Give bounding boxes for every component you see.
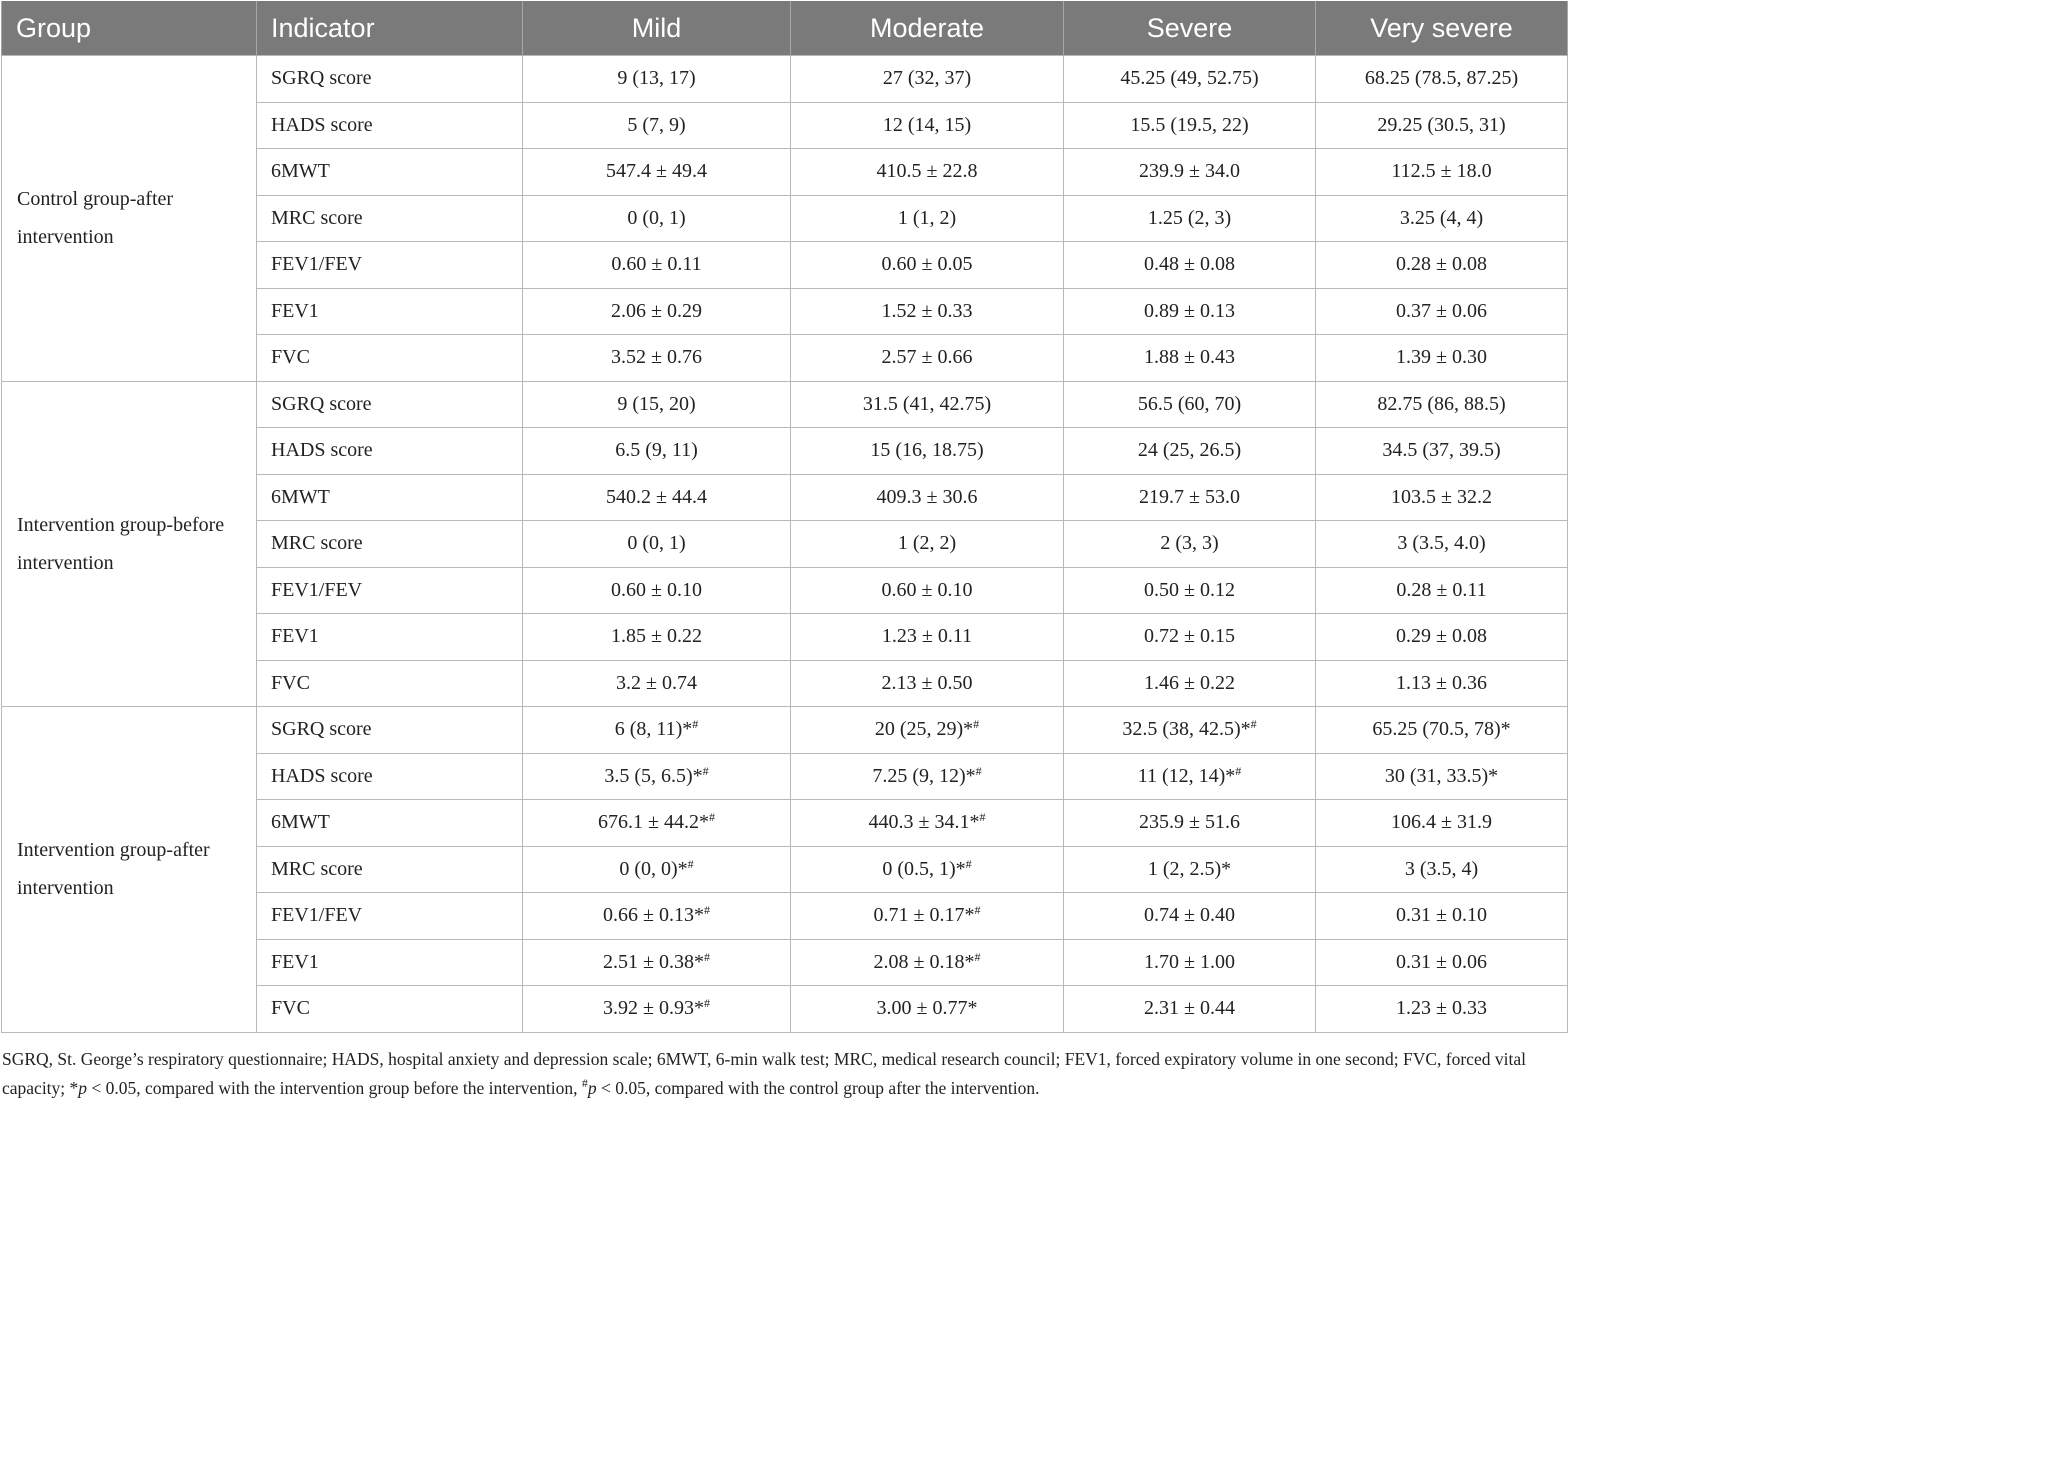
value-cell-very-severe <box>1316 102 1568 149</box>
value-text: 2.57 ± 0.66 <box>881 346 973 369</box>
value-cell-severe <box>1064 521 1316 568</box>
value-text: 82.75 (86, 88.5) <box>1377 392 1506 415</box>
value-cell-very-severe <box>1316 242 1568 289</box>
indicator-cell: FEV1 <box>257 614 523 661</box>
header-row <box>2 1 1568 56</box>
value-cell-severe <box>1064 800 1316 847</box>
value-text: 0.60 ± 0.05 <box>881 253 973 276</box>
value-text: 9 (15, 20) <box>617 392 696 415</box>
value-text: 0.60 ± 0.10 <box>881 578 973 601</box>
value-cell-severe <box>1064 149 1316 196</box>
value-text: 12 (14, 15) <box>882 113 972 136</box>
value-cell-moderate <box>791 288 1064 335</box>
value-cell-moderate <box>791 800 1064 847</box>
column-header-severe: Severe <box>1064 1 1316 56</box>
value-text: 3.2 ± 0.74 <box>616 671 697 694</box>
hash-mark: # <box>692 717 699 732</box>
value-cell-moderate <box>791 660 1064 707</box>
table-footnote <box>2 1045 1554 1103</box>
value-text: 0.60 ± 0.11 <box>611 253 702 276</box>
value-text: 32.5 (38, 42.5)* <box>1122 718 1251 741</box>
value-text: 31.5 (41, 42.75) <box>862 392 992 415</box>
indicator-cell: SGRQ score <box>257 707 523 754</box>
value-text: 440.3 ± 34.1* <box>868 811 980 834</box>
indicator-cell: 6MWT <box>257 800 523 847</box>
value-cell-moderate <box>791 242 1064 289</box>
value-cell-severe <box>1064 335 1316 382</box>
value-text: 0.29 ± 0.08 <box>1396 625 1487 648</box>
hash-mark: # <box>965 856 972 871</box>
table-row <box>2 56 1568 103</box>
indicator-cell: FEV1/FEV <box>257 242 523 289</box>
value-cell-mild <box>523 614 791 661</box>
value-cell-mild <box>523 381 791 428</box>
column-header-moderate: Moderate <box>791 1 1064 56</box>
value-text: 68.25 (78.5, 87.25) <box>1364 67 1519 90</box>
indicator-cell: 6MWT <box>257 149 523 196</box>
value-text: 3.52 ± 0.76 <box>611 346 702 369</box>
value-text: 1 (2, 2) <box>897 532 957 555</box>
value-text: 0.74 ± 0.40 <box>1144 904 1235 927</box>
hash-mark: # <box>973 717 980 732</box>
value-cell-very-severe <box>1316 56 1568 103</box>
value-cell-very-severe <box>1316 800 1568 847</box>
value-text: 0.28 ± 0.08 <box>1396 253 1487 276</box>
value-text: 29.25 (30.5, 31) <box>1377 113 1506 136</box>
value-text: 45.25 (49, 52.75) <box>1120 67 1259 90</box>
value-cell-severe <box>1064 986 1316 1033</box>
hash-mark: # <box>703 949 710 964</box>
footnote-text: SGRQ, St. George’s respiratory questionnaire; HADS, hospital anxiety and depression scale; 6MWT, 6-min walk test; MRC, medical research council; FEV1, forced expiratory volume in one second; FVC, forced vital capacity; * <box>2 1049 1526 1098</box>
value-cell-very-severe <box>1316 149 1568 196</box>
value-cell-moderate <box>791 102 1064 149</box>
value-cell-mild <box>523 195 791 242</box>
footnote-p: p <box>78 1078 88 1098</box>
value-cell-very-severe <box>1316 335 1568 382</box>
value-cell-severe <box>1064 242 1316 289</box>
value-text: 1 (1, 2) <box>897 206 957 229</box>
value-text: 410.5 ± 22.8 <box>876 160 978 183</box>
value-cell-very-severe <box>1316 521 1568 568</box>
value-text: 1.88 ± 0.43 <box>1144 346 1235 369</box>
indicator-cell: FEV1/FEV <box>257 893 523 940</box>
value-cell-severe <box>1064 753 1316 800</box>
value-text: 0.31 ± 0.06 <box>1396 950 1487 973</box>
value-cell-moderate <box>791 846 1064 893</box>
value-cell-moderate <box>791 753 1064 800</box>
value-cell-severe <box>1064 56 1316 103</box>
value-text: 0.37 ± 0.06 <box>1396 299 1487 322</box>
value-text: 1.70 ± 1.00 <box>1144 950 1235 973</box>
value-text: 0.28 ± 0.11 <box>1396 578 1487 601</box>
value-cell-severe <box>1064 288 1316 335</box>
column-header-mild: Mild <box>523 1 791 56</box>
footnote-p: p <box>587 1078 597 1098</box>
value-cell-very-severe <box>1316 707 1568 754</box>
indicator-cell: HADS score <box>257 102 523 149</box>
value-cell-severe <box>1064 614 1316 661</box>
value-cell-mild <box>523 986 791 1033</box>
hash-mark: # <box>979 810 986 825</box>
hash-mark: # <box>975 763 982 778</box>
value-cell-severe <box>1064 567 1316 614</box>
value-text: 219.7 ± 53.0 <box>1139 485 1240 508</box>
value-cell-mild <box>523 335 791 382</box>
value-text: 0.72 ± 0.15 <box>1144 625 1235 648</box>
value-text: 9 (13, 17) <box>617 67 696 90</box>
value-cell-very-severe <box>1316 893 1568 940</box>
value-cell-severe <box>1064 381 1316 428</box>
value-text: 3.25 (4, 4) <box>1399 206 1484 229</box>
value-cell-very-severe <box>1316 614 1568 661</box>
value-cell-mild <box>523 939 791 986</box>
value-cell-moderate <box>791 149 1064 196</box>
value-cell-mild <box>523 567 791 614</box>
value-text: 1.23 ± 0.11 <box>881 625 973 648</box>
value-text: 34.5 (37, 39.5) <box>1382 439 1501 462</box>
value-text: 540.2 ± 44.4 <box>606 485 707 508</box>
indicator-cell: HADS score <box>257 753 523 800</box>
value-text: 0 (0, 1) <box>627 532 686 555</box>
value-cell-mild <box>523 102 791 149</box>
value-text: 1.52 ± 0.33 <box>881 299 973 322</box>
value-text: 1.46 ± 0.22 <box>1144 671 1235 694</box>
indicator-cell: FVC <box>257 660 523 707</box>
value-text: 0.31 ± 0.10 <box>1396 904 1487 927</box>
footnote-text: < 0.05, compared with the intervention group before the intervention, <box>87 1078 582 1098</box>
hash-mark: # <box>708 810 715 825</box>
value-cell-severe <box>1064 893 1316 940</box>
value-text: 7.25 (9, 12)* <box>872 764 976 787</box>
value-text: 1 (2, 2.5)* <box>1147 857 1232 880</box>
value-cell-mild <box>523 893 791 940</box>
column-header-very-severe: Very severe <box>1316 1 1568 56</box>
value-cell-mild <box>523 660 791 707</box>
value-cell-severe <box>1064 707 1316 754</box>
value-text: 0 (0, 0)* <box>619 857 688 880</box>
value-cell-mild <box>523 288 791 335</box>
value-cell-severe <box>1064 195 1316 242</box>
value-cell-mild <box>523 428 791 475</box>
value-text: 0.50 ± 0.12 <box>1144 578 1235 601</box>
hash-mark: # <box>1250 717 1257 732</box>
value-cell-severe <box>1064 102 1316 149</box>
value-cell-severe <box>1064 660 1316 707</box>
hash-mark: # <box>703 903 710 918</box>
value-cell-very-severe <box>1316 986 1568 1033</box>
value-text: 103.5 ± 32.2 <box>1391 485 1492 508</box>
indicator-cell: MRC score <box>257 195 523 242</box>
indicator-cell: FEV1/FEV <box>257 567 523 614</box>
value-cell-moderate <box>791 986 1064 1033</box>
value-text: 112.5 ± 18.0 <box>1391 160 1492 183</box>
value-cell-moderate <box>791 893 1064 940</box>
value-text: 3.5 (5, 6.5)* <box>604 764 703 787</box>
value-text: 3.00 ± 0.77* <box>876 997 978 1020</box>
footnote-text: < 0.05, compared with the control group after the intervention. <box>596 1078 1040 1098</box>
value-text: 6 (8, 11)* <box>614 718 693 741</box>
value-text: 0.89 ± 0.13 <box>1144 299 1235 322</box>
value-cell-very-severe <box>1316 195 1568 242</box>
footnote-hash-mark: # <box>581 1076 588 1090</box>
hash-mark: # <box>974 949 981 964</box>
value-cell-very-severe <box>1316 288 1568 335</box>
value-text: 24 (25, 26.5) <box>1137 439 1242 462</box>
value-cell-mild <box>523 753 791 800</box>
value-text: 5 (7, 9) <box>627 113 686 136</box>
group-label: Control group-after intervention <box>2 56 257 382</box>
value-cell-moderate <box>791 707 1064 754</box>
indicator-cell: FEV1 <box>257 288 523 335</box>
indicator-cell: FVC <box>257 986 523 1033</box>
value-text: 1.39 ± 0.30 <box>1396 346 1487 369</box>
value-cell-moderate <box>791 474 1064 521</box>
value-text: 56.5 (60, 70) <box>1137 392 1242 415</box>
indicator-cell: 6MWT <box>257 474 523 521</box>
group-label: Intervention group-after intervention <box>2 707 257 1033</box>
value-cell-very-severe <box>1316 474 1568 521</box>
hash-mark: # <box>974 903 981 918</box>
value-text: 409.3 ± 30.6 <box>876 485 978 508</box>
table-row <box>2 381 1568 428</box>
value-cell-very-severe <box>1316 846 1568 893</box>
value-text: 0.60 ± 0.10 <box>611 578 702 601</box>
hash-mark: # <box>1235 763 1242 778</box>
value-cell-very-severe <box>1316 428 1568 475</box>
hash-mark: # <box>703 996 710 1011</box>
value-text: 15.5 (19.5, 22) <box>1130 113 1249 136</box>
value-text: 3.92 ± 0.93* <box>603 997 704 1020</box>
value-cell-very-severe <box>1316 660 1568 707</box>
indicator-cell: SGRQ score <box>257 56 523 103</box>
value-cell-moderate <box>791 428 1064 475</box>
hash-mark: # <box>687 856 694 871</box>
value-cell-moderate <box>791 56 1064 103</box>
results-table <box>1 1 1568 1033</box>
value-cell-mild <box>523 242 791 289</box>
value-cell-mild <box>523 846 791 893</box>
value-cell-mild <box>523 800 791 847</box>
group-label: Intervention group-before intervention <box>2 381 257 707</box>
indicator-cell: HADS score <box>257 428 523 475</box>
value-text: 11 (12, 14)* <box>1137 764 1236 787</box>
value-text: 106.4 ± 31.9 <box>1391 811 1492 834</box>
value-cell-severe <box>1064 846 1316 893</box>
value-text: 15 (16, 18.75) <box>870 439 984 462</box>
value-text: 0 (0.5, 1)* <box>882 857 966 880</box>
value-text: 1.23 ± 0.33 <box>1396 997 1487 1020</box>
table-row <box>2 707 1568 754</box>
value-cell-moderate <box>791 195 1064 242</box>
value-text: 0 (0, 1) <box>627 206 686 229</box>
value-text: 239.9 ± 34.0 <box>1139 160 1240 183</box>
value-text: 2.06 ± 0.29 <box>611 299 702 322</box>
value-cell-very-severe <box>1316 753 1568 800</box>
value-cell-mild <box>523 56 791 103</box>
value-text: 2.31 ± 0.44 <box>1144 997 1235 1020</box>
value-text: 0.71 ± 0.17* <box>873 904 975 927</box>
hash-mark: # <box>702 763 709 778</box>
value-text: 6.5 (9, 11) <box>615 439 698 462</box>
table-body <box>2 56 1568 1033</box>
value-text: 2.51 ± 0.38* <box>603 950 704 973</box>
value-cell-severe <box>1064 428 1316 475</box>
value-cell-moderate <box>791 614 1064 661</box>
value-text: 2 (3, 3) <box>1160 532 1219 555</box>
indicator-cell: FEV1 <box>257 939 523 986</box>
indicator-cell: MRC score <box>257 846 523 893</box>
value-text: 676.1 ± 44.2* <box>598 811 709 834</box>
value-text: 30 (31, 33.5)* <box>1384 764 1499 787</box>
value-cell-mild <box>523 474 791 521</box>
value-cell-moderate <box>791 521 1064 568</box>
value-text: 547.4 ± 49.4 <box>606 160 707 183</box>
indicator-cell: MRC score <box>257 521 523 568</box>
value-text: 2.08 ± 0.18* <box>873 950 975 973</box>
value-text: 0.48 ± 0.08 <box>1144 253 1235 276</box>
value-cell-severe <box>1064 939 1316 986</box>
value-text: 235.9 ± 51.6 <box>1139 811 1240 834</box>
value-text: 1.13 ± 0.36 <box>1396 671 1487 694</box>
value-cell-moderate <box>791 335 1064 382</box>
value-text: 20 (25, 29)* <box>874 718 974 741</box>
value-cell-mild <box>523 521 791 568</box>
value-text: 1.25 (2, 3) <box>1147 206 1232 229</box>
value-text: 3 (3.5, 4.0) <box>1397 532 1486 555</box>
column-header-group: Group <box>2 1 257 56</box>
indicator-cell: SGRQ score <box>257 381 523 428</box>
value-cell-very-severe <box>1316 939 1568 986</box>
value-text: 0.66 ± 0.13* <box>603 904 704 927</box>
column-header-indicator: Indicator <box>257 1 523 56</box>
value-cell-moderate <box>791 381 1064 428</box>
indicator-cell: FVC <box>257 335 523 382</box>
value-text: 2.13 ± 0.50 <box>881 671 973 694</box>
value-text: 27 (32, 37) <box>882 67 972 90</box>
value-cell-moderate <box>791 567 1064 614</box>
value-cell-very-severe <box>1316 381 1568 428</box>
value-cell-moderate <box>791 939 1064 986</box>
value-text: 65.25 (70.5, 78)* <box>1372 718 1511 741</box>
value-text: 1.85 ± 0.22 <box>611 625 702 648</box>
value-cell-very-severe <box>1316 567 1568 614</box>
value-text: 3 (3.5, 4) <box>1404 857 1479 880</box>
value-cell-mild <box>523 149 791 196</box>
value-cell-mild <box>523 707 791 754</box>
value-cell-severe <box>1064 474 1316 521</box>
